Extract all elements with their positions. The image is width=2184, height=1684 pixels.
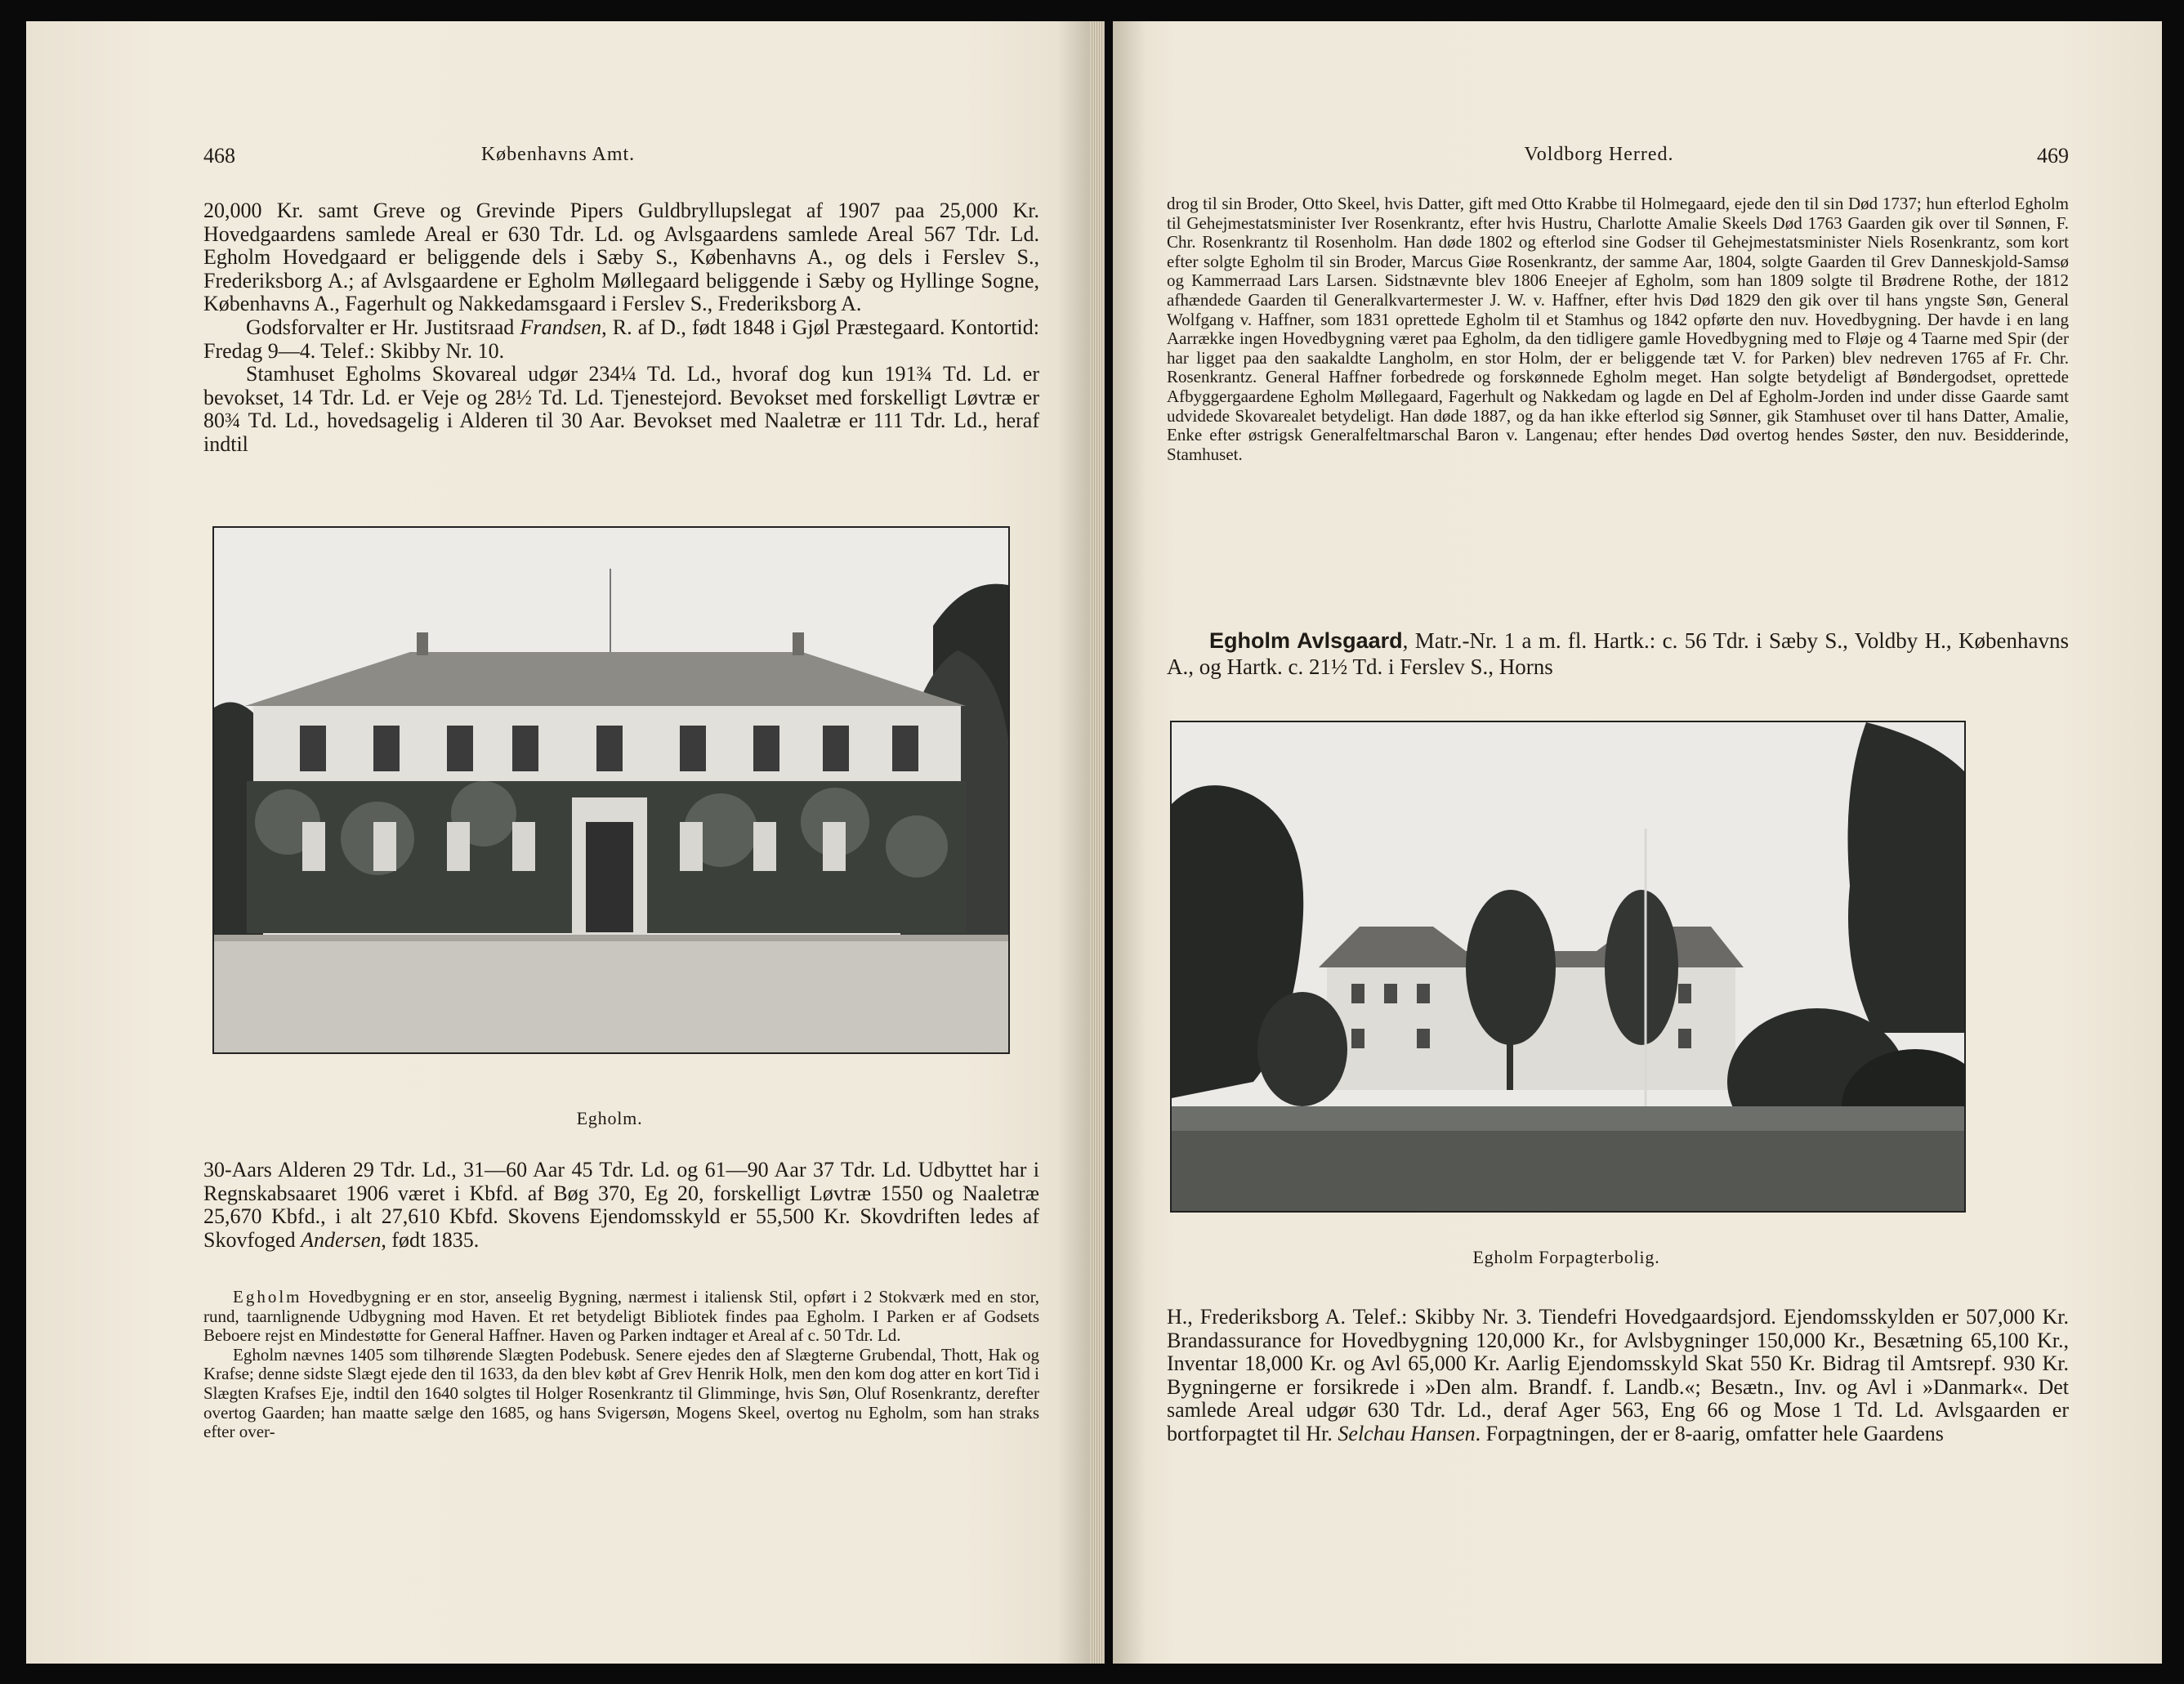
gutter-shadow <box>1113 21 1146 1664</box>
paragraph-avlsgaard: H., Frederiksborg A. Telef.: Skibby Nr. 3. Tiendefri Hovedgaardsjord. Ejendomsskylden er 507,000 Kr. Brandassurance for Hovedbygning 120,000 Kr., for Avlsbygninger 150,000 Kr., Besætning 65,100 Kr., Inventar 18,000 Kr. og Avl 65,000 Kr. Aarlig Ejendomsskyld Skat 550 Kr. Bidrag til Amtsrepf. 930 Kr. Bygningerne er forsikrede i »Den alm. Brandf. f. Landb.«; Besætn., Inv. og Avl i »Danmark«. Det samlede Areal udgør 630 Tdr. Ld., deraf Ager 563, Eng 66 og Mose 1 Td. Ld. Avlsgaarden er bortforpagtet til Hr. Selchau Hansen. Forpagtningen, der er 8-aarig, omfatter hele Gaardens <box>1167 1305 2069 1445</box>
paragraph-godsforvalter: Godsforvalter er Hr. Justitsraad Frandsen, R. af D., født 1848 i Gjøl Præstegaard. Kontortid: Fredag 9—4. Telef.: Skibby Nr. 10. <box>203 315 1039 363</box>
paragraph-skov: 30-Aars Alderen 29 Tdr. Ld., 31—60 Aar 45 Tdr. Ld. og 61—90 Aar 37 Tdr. Ld. Udbyttet har i Regnskabsaaret 1906 været i Kbfd. af Bøg 370, Eg 20, forskelligt Løvtræ 1550 og Naaletræ 25,670 Kbfd., i alt 27,610 Kbfd. Skovens Ejendomsskyld er 55,500 Kr. Skovdriften ledes af Skovfoged Andersen, født 1835. <box>203 1158 1039 1252</box>
small-paragraph-hovedbygning: Egholm Hovedbygning er en stor, anseelig Bygning, nærmest i italiensk Stil, opført i 2 Stokværk med en stor, rund, taarnlignende Udbygning mod Haven. Et ret betydeligt Bibliotek findes paa Egholm. I Parken er af Godsets Beboere rejst en Mindestøtte for General Haffner. Haven og Parken indtager et Areal af c. 50 Tdr. Ld. <box>203 1287 1039 1346</box>
left-running-head: Københavns Amt. <box>480 144 636 165</box>
right-page-number: 469 <box>2037 144 2069 168</box>
page-edges <box>1090 21 1105 1664</box>
left-text-bottom <box>203 1159 1039 1252</box>
right-entry <box>1167 628 2069 680</box>
right-running-head: Voldborg Herred. <box>1524 144 1674 165</box>
paragraph: 20,000 Kr. samt Greve og Grevinde Pipers Guldbryllupslegat af 1907 paa 25,000 Kr. Hovedgaardens samlede Areal er 630 Tdr. Ld. og Avlsgaardens samlede Areal 567 Tdr. Ld. Egholm Hovedgaard er beliggende dels i Sæby S., Københavns A., og dels i Ferslev S., Frederiksborg A.; af Avlsgaardene er Egholm Møllegaard beliggende i Sæby og Hyllinge Sogne, Københavns A., Fagerhult og Nakkedamsgaard i Ferslev S., Frederiksborg A. <box>203 199 1039 316</box>
small-paragraph-continued: drog til sin Broder, Otto Skeel, hvis Datter, gift med Otto Krabbe til Holmegaard, ejede den til sin Død 1737; hun efterlod Egholm til Gehejmestatsminister Iver Rosenkrantz, efter hvis Hustru, Charlotte Amalie Skeels Død 1763 Gaarden gik over til Sønnen, F. Chr. Rosenkrantz til Rosenholm. Han døde 1802 og efterlod sine Godser til Gehejmestatsminister Niels Rosenkrantz, som kort efter solgte Egholm til sin Broder, Marcus Giøe Rosenkrantz, der samme Aar, 1804, solgte Gaarden til Grev Danneskjold-Samsø og Kammerraad Lars Larsen. Sidstnævnte blev 1806 Eneejer af Egholm, som han 1809 solgte til Brødrene Rothe, der 1812 afhændede Gaarden til Generalkvartermester J. W. v. Haffner, efter hvis Død 1829 den gik over til hans yngste Søn, General Wolfgang v. Haffner, som 1831 oprettede Egholm til et Stamhus og 1842 opførte den nuv. Hovedbygning. Der havde i en lang Aarrække ingen Hovedbygning været paa Egholm, da den tidligere gamle Hovedbygning med to Fløje og 4 Taarne med Spir (der har ligget paa den saakaldte Langholm, en stor Holm, der er beliggende tæt V. for Parken) blev nedreven 1765 af Fr. Chr. Rosenkrantz. General Haffner forbedrede og forskønnede Egholm meget. Han solgte betydeligt af Bøndergodset, oprettede Afbyggergaardene Egholm Møllegaard, Fagerhult og Nakkedam og lagde en Del af Egholm-Jorden ind under disse Gaarde samt udvidede Skovarealet betydeligt. Han døde 1887, og da han ikke efterlod sig Sønner, gik Stamhuset over til hans Datter, Amalie, Enke efter østrigsk Generalfeltmarschal Baron v. Langenau; efter hendes Død overtog hendes Søster, den nuv. Besidderinde, Stamhuset. <box>1167 194 2069 464</box>
left-page <box>26 21 1090 1664</box>
right-page <box>1113 21 2162 1664</box>
small-paragraph-history: Egholm nævnes 1405 som tilhørende Slægten Podebusk. Senere ejedes den af Slægterne Grubendal, Thott, Hak og Krafse; denne sidste Slægt ejede den til 1633, da den blev købt af Grev Henrik Holk, men den kom dog atter en kort Tid i Slægten Krafses Eje, indtil den 1640 solgtes til Holger Rosenkrantz til Glimminge, hvis Søn, Oluf Rosenkrantz, derefter overtog Gaarden; han maatte sælge den 1685, og hans Svigersøn, Mogens Skeel, overtog nu Egholm, som han straks efter over- <box>203 1344 1039 1442</box>
right-text-bottom <box>1167 1306 2069 1446</box>
paragraph-skovareal: Stamhuset Egholms Skovareal udgør 234¼ Td. Ld., hvoraf dog kun 191¾ Td. Ld. er bevokset, 14 Tdr. Ld. er Veje og 28½ Td. Ld. Tjenestejord. Bevokset med forskelligt Løvtræ er 80¾ Td. Ld., hovedsagelig i Alderen til 30 Aar. Bevokset med Naaletræ er 111 Tdr. Ld., heraf indtil <box>203 362 1039 456</box>
photo-caption-forpagterbolig: Egholm Forpagterbolig. <box>1472 1247 1660 1267</box>
photo-egholm-forpagterbolig <box>1170 721 1966 1213</box>
left-text-top <box>203 199 1039 457</box>
left-small-text <box>203 1288 1039 1442</box>
entry-egholm-avlsgaard: Egholm Avlsgaard, Matr.-Nr. 1 a m. fl. Hartk.: c. 56 Tdr. i Sæby S., Voldby H., Københavns A., og Hartk. c. 21½ Td. i Ferslev S., Horns <box>1167 628 2069 679</box>
photo-caption-egholm: Egholm. <box>576 1108 643 1128</box>
right-small-text <box>1167 194 2069 464</box>
photo-egholm <box>212 526 1010 1054</box>
left-page-number: 468 <box>203 144 235 168</box>
gutter-shadow <box>1057 21 1090 1664</box>
